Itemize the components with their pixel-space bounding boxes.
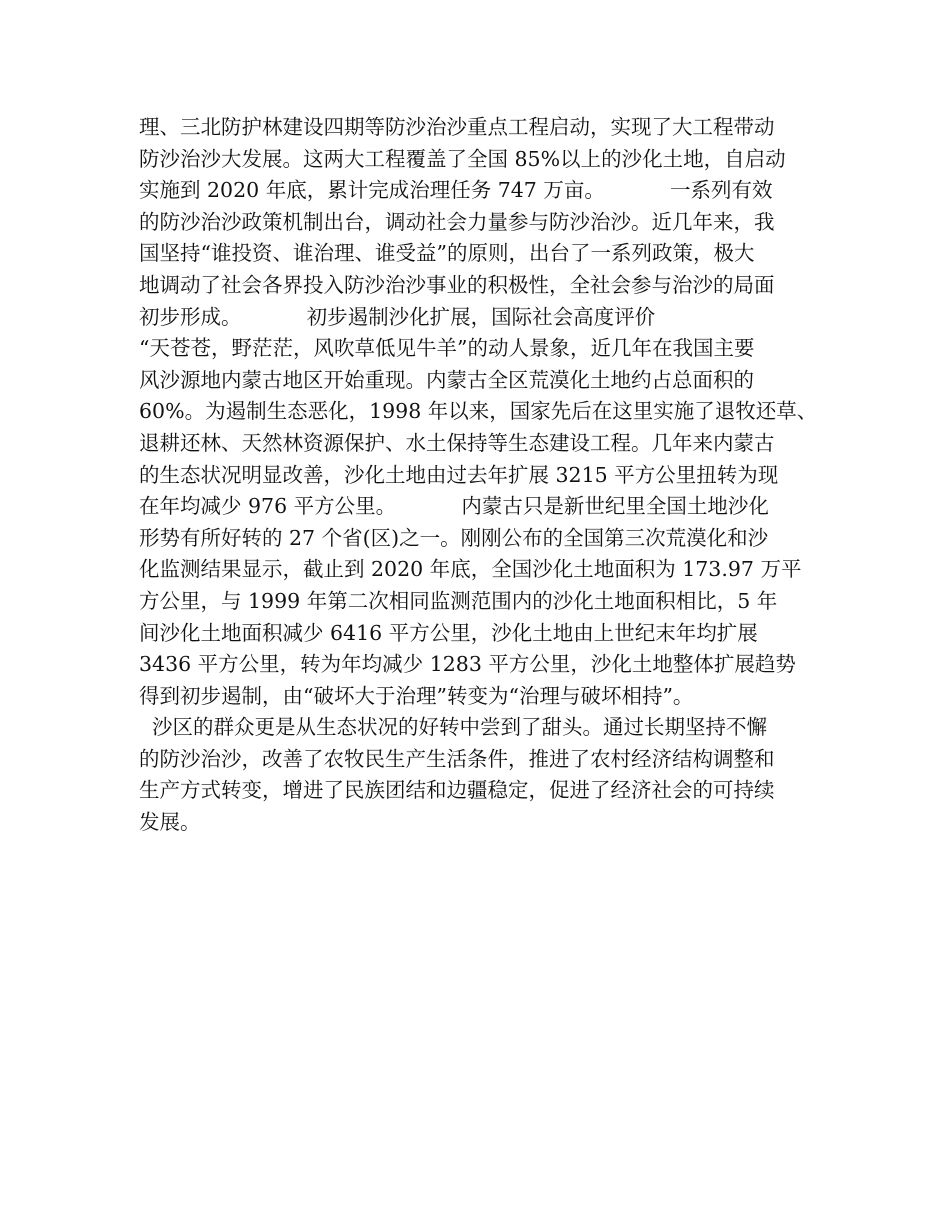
text-line: 形势有所好转的 27 个省(区)之一。刚刚公布的全国第三次荒漠化和沙	[139, 525, 769, 550]
text-line: 得到初步遏制，由“破坏大于治理”转变为“治理与破坏相持”。	[139, 683, 694, 708]
text-line: 地调动了社会各界投入防沙治沙事业的积极性，全社会参与治沙的局面	[139, 272, 775, 297]
text-line: “天苍苍，野茫茫，风吹草低见牛羊”的动人景象，近几年在我国主要	[139, 336, 755, 361]
text-line: 沙区的群众更是从生态状况的好转中尝到了甜头。通过长期坚持不懈	[139, 715, 768, 740]
text-line: 的生态状况明显改善，沙化土地由过去年扩展 3215 平方公里扭转为现	[139, 462, 779, 487]
text-line: 发展。	[139, 810, 201, 835]
text-line: 防沙治沙大发展。这两大工程覆盖了全国 85%以上的沙化土地，自启动	[139, 146, 786, 171]
text-line: 化监测结果显示，截止到 2020 年底，全国沙化土地面积为 173.97 万平	[139, 557, 802, 582]
text-line: 60%。为遏制生态恶化，1998 年以来，国家先后在这里实施了退牧还草、	[139, 399, 818, 424]
text-line: 3436 平方公里，转为年均减少 1283 平方公里，沙化土地整体扩展趋势	[139, 652, 796, 677]
text-line: 实施到 2020 年底，累计完成治理任务 747 万亩。 一系列有效	[139, 178, 773, 203]
text-line: 方公里，与 1999 年第二次相同监测范围内的沙化土地面积相比，5 年	[139, 588, 778, 613]
text-line: 在年均减少 976 平方公里。 内蒙古只是新世纪里全国土地沙化	[139, 494, 769, 519]
text-line: 退耕还林、天然林资源保护、水土保持等生态建设工程。几年来内蒙古	[139, 430, 775, 455]
text-line: 国坚持“谁投资、谁治理、谁受益”的原则，出台了一系列政策，极大	[139, 241, 755, 266]
text-line: 理、三北防护林建设四期等防沙治沙重点工程启动，实现了大工程带动	[139, 115, 775, 139]
text-line: 风沙源地内蒙古地区开始重现。内蒙古全区荒漠化土地约占总面积的	[139, 367, 754, 392]
body-text	[139, 112, 819, 839]
text-line: 的防沙治沙政策机制出台，调动社会力量参与防沙治沙。近几年来，我	[139, 209, 775, 234]
text-line: 生产方式转变，增进了民族团结和边疆稳定，促进了经济社会的可持续	[139, 778, 775, 803]
text-line: 间沙化土地面积减少 6416 平方公里，沙化土地由上世纪末年均扩展	[139, 620, 758, 645]
text-line: 的防沙治沙，改善了农牧民生产生活条件，推进了农村经济结构调整和	[139, 746, 775, 771]
text-line: 初步形成。 初步遏制沙化扩展，国际社会高度评价	[139, 304, 656, 329]
